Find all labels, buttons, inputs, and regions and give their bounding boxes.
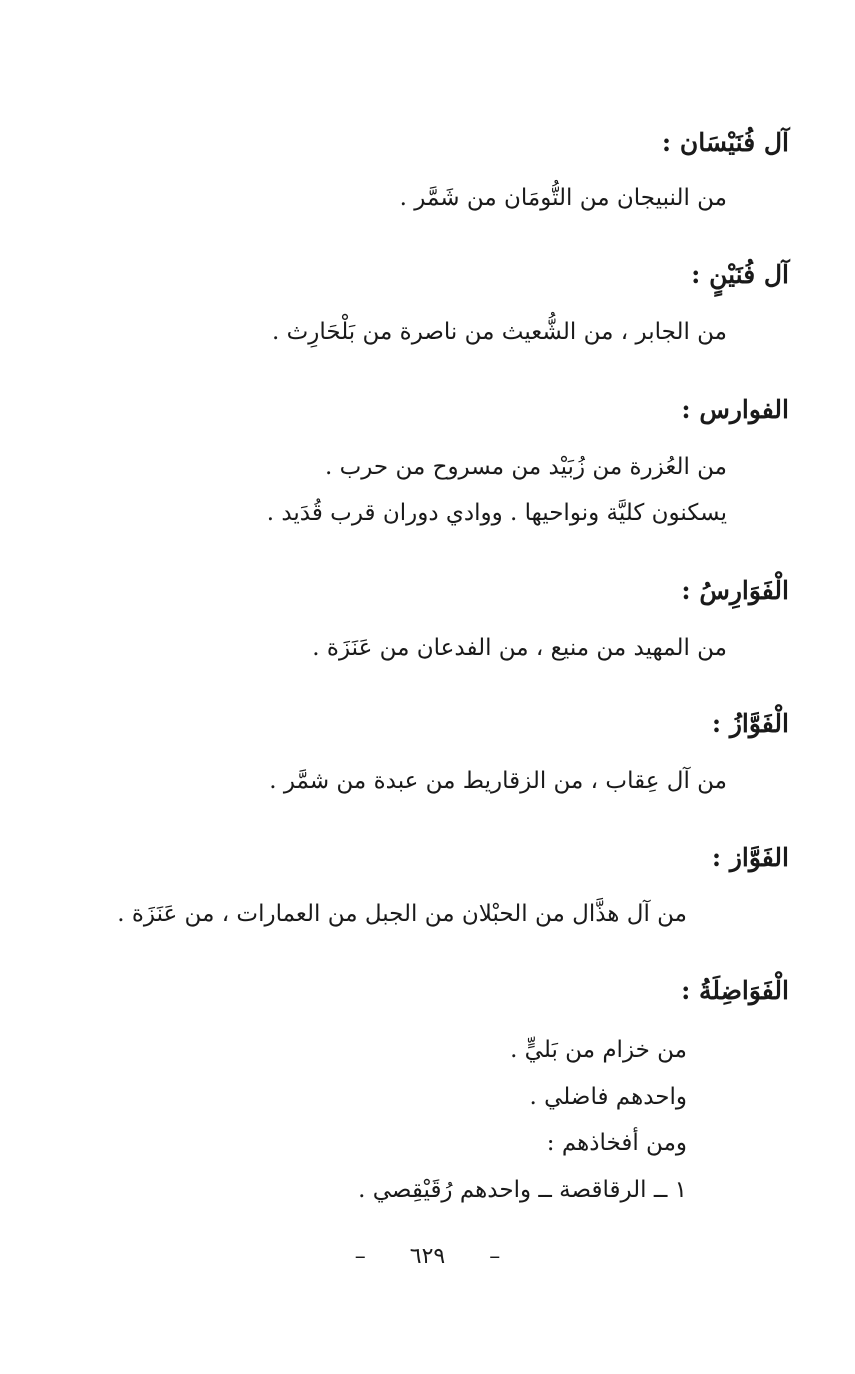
entry-heading: الْفَوَاضِلَةُ : — [681, 976, 789, 1005]
entry-heading: الفَوَّاز : — [711, 843, 789, 872]
entry-line: يسكنون كليَّة ونواحيها . ووادي دوران قرب قُدَيد . — [266, 500, 727, 526]
entry-heading: آل فُنَيْسَان : — [661, 128, 789, 157]
entry-line: من النبيجان من التُّومَان من شَمَّر . — [399, 185, 727, 211]
entry-line: ومن أفخاذهم : — [546, 1130, 687, 1156]
entry-heading: آل فُنَيْنٍ : — [691, 260, 789, 289]
page-number-dash: – — [354, 1244, 366, 1269]
entry-line: من خزام من بَليٍّ . — [510, 1037, 687, 1063]
entry-line: من الجابر ، من الشُّعيث من ناصرة من بَلْحَارِث . — [271, 319, 727, 345]
entry-line: من آل هذَّال من الحبْلان من الجبل من العمارات ، من عَنَزَة . — [117, 901, 687, 927]
entry-line: من آل عِقاب ، من الزقاريط من عبدة من شمَّر . — [269, 768, 727, 794]
entry-heading: الفوارس : — [681, 395, 789, 424]
entry-line: من المهيد من منيع ، من الفدعان من عَنَزَة . — [312, 635, 727, 661]
entry-line: من العُزرة من زُبَيْد من مسروح من حرب . — [324, 454, 727, 480]
page-number-dash: – — [489, 1244, 501, 1269]
entry-heading: الْفَوَّازُ : — [711, 709, 789, 738]
page-number — [0, 1242, 855, 1272]
entry-heading: الْفَوَارِسُ : — [681, 576, 789, 605]
entry-line: واحدهم فاضلي . — [529, 1084, 687, 1110]
entry-line: ١ ــ الرقاقصة ــ واحدهم رُقَيْقِصي . — [358, 1177, 687, 1203]
page-number-value: ٦٢٩ — [409, 1244, 446, 1269]
